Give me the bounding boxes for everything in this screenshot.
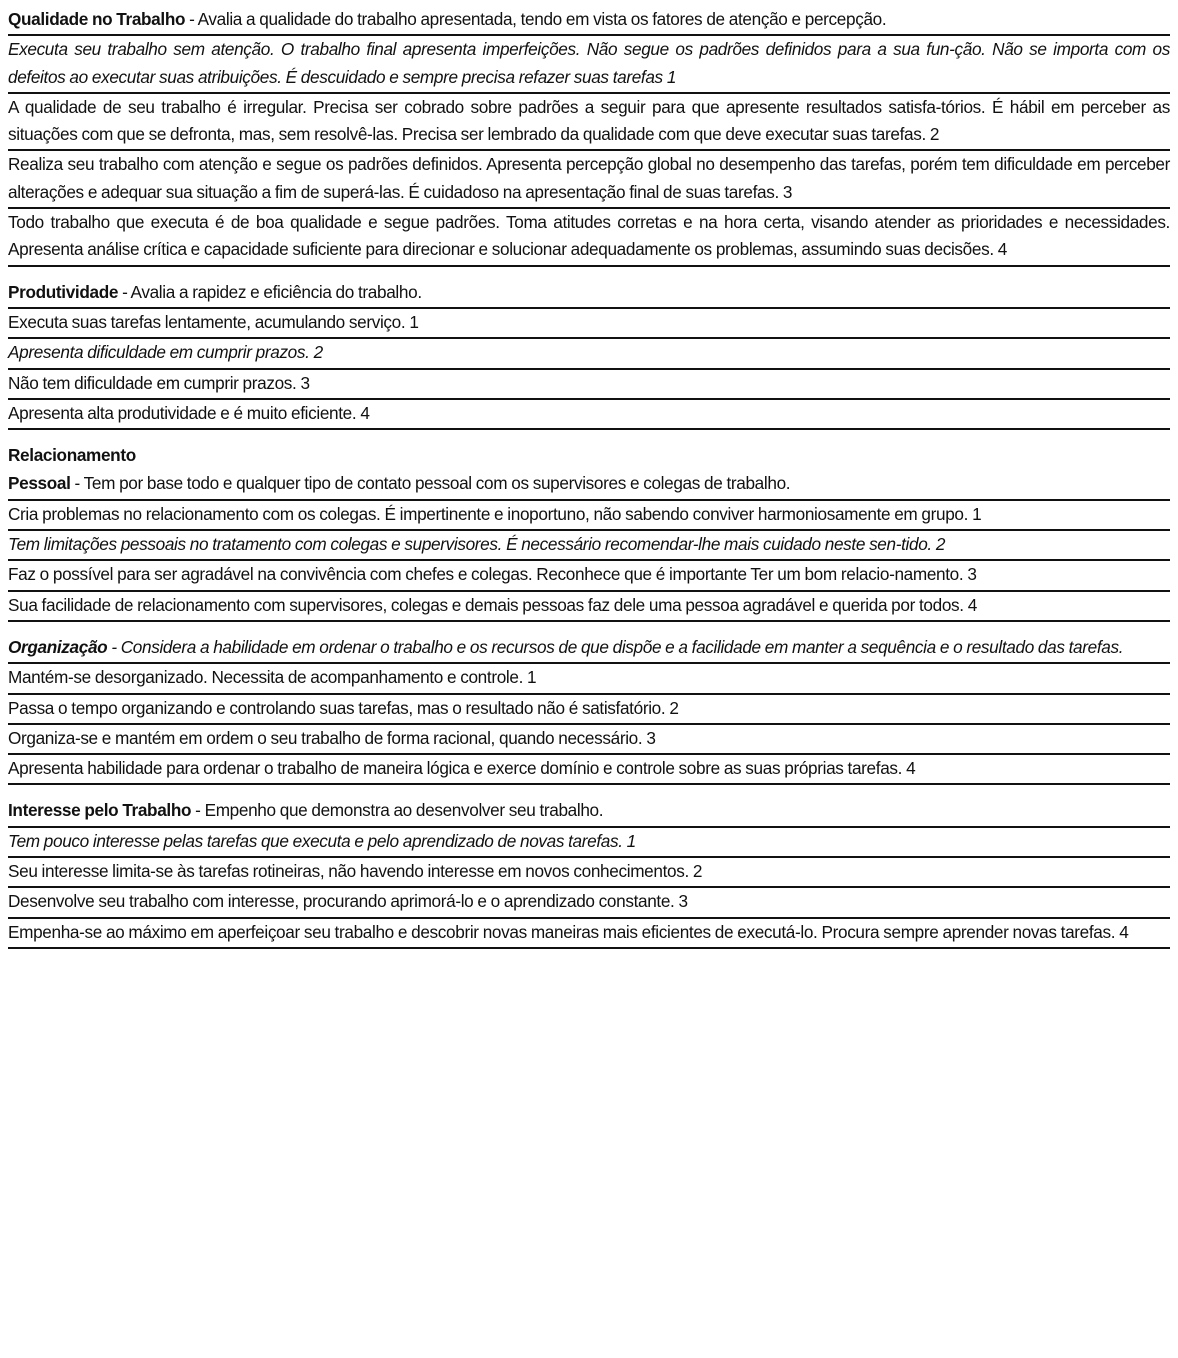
option-level-1: Tem pouco interesse pelas tarefas que executa e pelo aprendizado de novas tarefas. 1 <box>8 828 1170 858</box>
criterion-title: Qualidade no Trabalho <box>8 9 186 29</box>
option-level-4: Todo trabalho que executa é de boa qualidade e segue padrões. Toma atitudes corretas e na hora certa, visando atender as prioridades e necessidades. Apresenta análise crítica e capacidade suficiente para direcionar e solucionar adequadamente os problemas, assumindo suas decisões. 4 <box>8 209 1170 267</box>
option-level-4: Apresenta habilidade para ordenar o trabalho de maneira lógica e exerce domínio e controle sobre as suas próprias tarefas. 4 <box>8 755 1170 785</box>
option-level-1: Executa suas tarefas lentamente, acumulando serviço. 1 <box>8 309 1170 339</box>
criterion-header <box>8 279 1170 309</box>
criterion-description: - Considera a habilidade em ordenar o trabalho e os recursos de que dispõe e a facilidade em manter a sequência e o resultado das tarefas. <box>107 636 1124 657</box>
criterion-title: Pessoal <box>8 473 71 494</box>
criterion-quality <box>8 6 1170 267</box>
criterion-description: - Avalia a qualidade do trabalho apresentada, tendo em vista os fatores de atenção e percepção. <box>185 9 887 29</box>
option-level-3: Organiza-se e mantém em ordem o seu trabalho de forma racional, quando necessário. 3 <box>8 725 1170 755</box>
criterion-header <box>8 634 1170 664</box>
criterion-description: - Empenho que demonstra ao desenvolver seu trabalho. <box>191 800 604 821</box>
criterion-title: Interesse pelo Trabalho <box>8 800 192 821</box>
criterion-productivity <box>8 279 1170 430</box>
option-level-2: A qualidade de seu trabalho é irregular. Precisa ser cobrado sobre padrões a seguir para que apresente resultados satisfa-tórios. É hábil em perceber as situações com que se defronta, mas, sem resolvê-las. Precisa ser lembrado da qualidade com que deve executar suas tarefas. 2 <box>8 94 1170 152</box>
option-level-4: Empenha-se ao máximo em aperfeiçoar seu trabalho e descobrir novas maneiras mais eficientes de executá-lo. Procura sempre aprender novas tarefas. 4 <box>8 919 1170 949</box>
criterion-header <box>8 470 1170 500</box>
option-level-2: Seu interesse limita-se às tarefas rotineiras, não havendo interesse em novos conhecimentos. 2 <box>8 858 1170 888</box>
criterion-organization <box>8 634 1170 785</box>
option-level-2: Apresenta dificuldade em cumprir prazos. 2 <box>8 339 1170 369</box>
option-level-1: Executa seu trabalho sem atenção. O trabalho final apresenta imperfeições. Não segue os padrões definidos para a sua fun-ção. Não se importa com os defeitos ao executar suas atribuições. É descuidado e sempre precisa refazer suas tarefas 1 <box>8 36 1170 94</box>
criterion-group-title: Relacionamento <box>8 445 136 466</box>
option-level-1: Mantém-se desorganizado. Necessita de acompanhamento e controle. 1 <box>8 664 1170 694</box>
option-level-3: Não tem dificuldade em cumprir prazos. 3 <box>8 370 1170 400</box>
criterion-description: - Avalia a rapidez e eficiência do trabalho. <box>118 281 422 302</box>
option-level-1: Cria problemas no relacionamento com os colegas. É impertinente e inoportuno, não sabendo conviver harmoniosamente em grupo. 1 <box>8 501 1170 531</box>
option-level-4: Sua facilidade de relacionamento com supervisores, colegas e demais pessoas faz dele uma pessoa agradável e querida por todos. 4 <box>8 592 1170 622</box>
criterion-title: Organização <box>8 636 108 657</box>
option-level-3: Desenvolve seu trabalho com interesse, procurando aprimorá-lo e o aprendizado constante. 3 <box>8 888 1170 918</box>
criterion-relationship <box>8 442 1170 622</box>
option-level-2: Tem limitações pessoais no tratamento com colegas e supervisores. É necessário recomendar-lhe mais cuidado neste sen-tido. 2 <box>8 531 1170 561</box>
criterion-header <box>8 6 1170 36</box>
option-level-3: Faz o possível para ser agradável na convivência com chefes e colegas. Reconhece que é importante Ter um bom relacio-namento. 3 <box>8 561 1170 591</box>
criterion-interest <box>8 797 1170 948</box>
option-level-3: Realiza seu trabalho com atenção e segue os padrões definidos. Apresenta percepção global no desempenho das tarefas, porém tem dificuldade em perceber alterações e adequar sua situação a fim de superá-las. É cuidadoso na apresentação final de suas tarefas. 3 <box>8 151 1170 209</box>
option-level-2: Passa o tempo organizando e controlando suas tarefas, mas o resultado não é satisfatório. 2 <box>8 695 1170 725</box>
criterion-header <box>8 797 1170 827</box>
criterion-pre-title <box>8 442 1170 470</box>
option-level-4: Apresenta alta produtividade e é muito eficiente. 4 <box>8 400 1170 430</box>
criterion-title: Produtividade <box>8 281 119 302</box>
criterion-description: - Tem por base todo e qualquer tipo de contato pessoal com os supervisores e colegas de trabalho. <box>70 473 791 494</box>
